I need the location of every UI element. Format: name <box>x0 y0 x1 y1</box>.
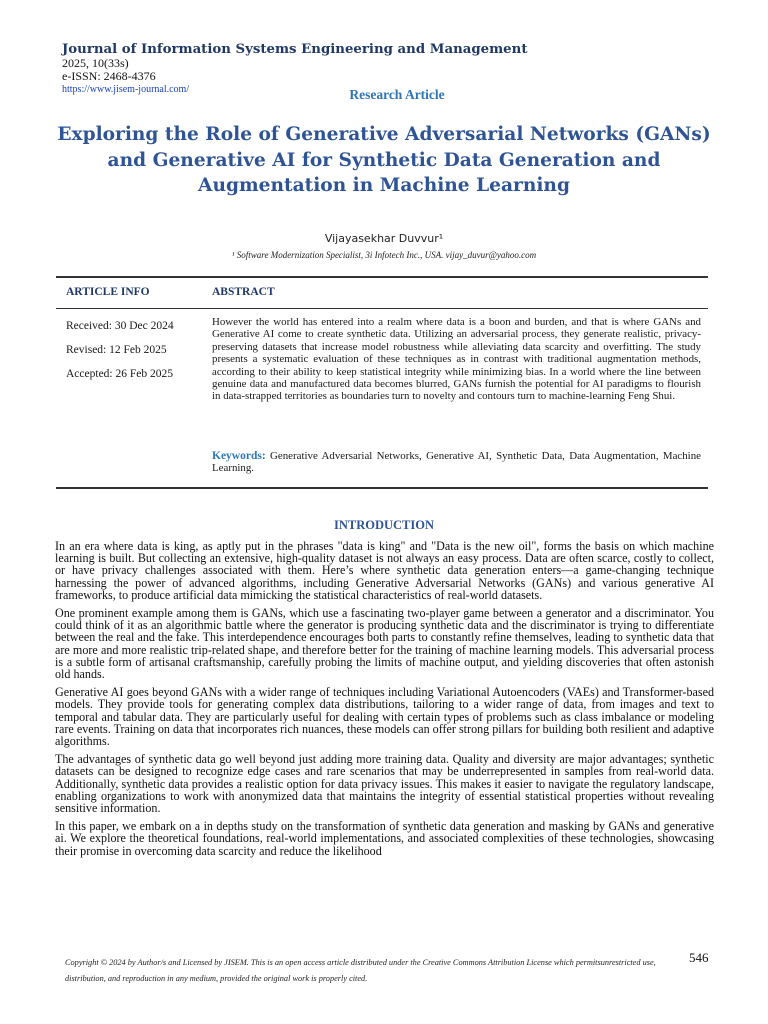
keywords-label: Keywords: <box>212 450 266 462</box>
table-top-rule <box>56 276 708 278</box>
abstract-header: ABSTRACT <box>212 286 275 298</box>
accepted-date: Accepted: 26 Feb 2025 <box>66 368 173 380</box>
paragraph: One prominent example among them is GANs, which use a fascinating two-player game between a generator and a discriminator. You could think of it as an algorithmic battle where the generator is producing synthetic data and the discriminator is trying to differentiate between the real and the fake. This interdependence encourages both parts to constantly refine themselves, leading to synthetic data that are more and more realistic trip-related shape, and therefore better for the training of machine learning models. This adversarial process is a subtle form of artisanal craftsmanship, carefully probing the limits of machine output, and yielding discoveries that often astonish old hands. <box>55 606 714 682</box>
copyright-notice: Copyright © 2024 by Author/s and Licensed by JISEM. This is an open access article distributed under the Creative Commons Attribution License which permitsunrestricted use, distribution, and reproduction in any medium, provided the original work is properly cited. <box>65 958 656 983</box>
paragraph: In an era where data is king, as aptly put in the phrases "data is king" and "Data is the new oil", forms the basis on which machine learning is built. But collecting an extensive, high-quality dataset is not always an easy process. Data are often scarce, costly to collect, or have privacy challenges associated with them. Here’s where synthetic data generation enters—a game-changing technique harnessing the power of advanced algorithms, including Generative Adversarial Networks (GANs) and various generative AI frameworks, to produce artificial data mimicking the statistical characteristics of real-world datasets. <box>55 539 714 602</box>
author-name: Vijayasekhar Duvvur¹ <box>324 232 444 245</box>
paragraph: Generative AI goes beyond GANs with a wider range of techniques including Variational Autoencoders (VAEs) and Transformer-based models. They provide tools for generating complex data distributions, tailoring to a wider range of data, from images and text to temporal and tabular data. They are particularly useful for dealing with certain types of problems such as class imbalance or modeling rare events. Training on data that incorporates rich nuances, these models can offer strong pillars for building both resilient and adaptive algorithms. <box>55 685 714 749</box>
keywords <box>212 450 701 475</box>
paper-title: Exploring the Role of Generative Adversarial Networks (GANs) and Generative AI for Synthetic Data Generation and Augmentation in Machine Learning <box>57 124 711 196</box>
journal-volume: 2025, 10(33s) <box>62 56 129 70</box>
introduction-heading: INTRODUCTION <box>333 518 434 532</box>
revised-date: Revised: 12 Feb 2025 <box>66 344 167 356</box>
paragraph: The advantages of synthetic data go well beyond just adding more training data. Quality and diversity are major advantages; synthetic datasets can be designed to recognize edge cases and rare scenarios that may be underrepresented in samples from real-world data. Additionally, synthetic data provides a realistic option for data privacy issues. This makes it easier to navigate the regulatory landscape, enabling organizations to work with anonymized data that maintains the integrity of essential statistical properties without revealing sensitive information. <box>55 752 714 816</box>
article-type: Research Article <box>349 87 445 102</box>
abstract-text: However the world has entered into a realm where data is a boon and burden, and that is where GANs and Generative AI come to create synthetic data. Utilizing an adversarial process, they generate realistic, privacy-preserving datasets that increase model robustness while alleviating data scarcity and overfitting. The study presents a systematic evaluation of these techniques as in contrast with traditional augmentation methods, according to their ability to keep statistical integrity while minimizing bias. In a world where the line between genuine data and manufactured data becomes blurred, GANs furnish the potential for AI paradigms to flourish in data-strapped territories as boundaries turn to novelty and contours turn to machine-learning Feng Shui. <box>212 316 701 403</box>
author-affiliation: ¹ Software Modernization Specialist, 3i Infotech Inc., USA. vijay_duvur@yahoo.com <box>231 250 537 260</box>
keywords-list: Generative Adversarial Networks, Generative AI, Synthetic Data, Data Augmentation, Machine Learning. <box>212 450 701 475</box>
journal-eissn: e-ISSN: 2468-4376 <box>62 69 156 83</box>
article-dates <box>66 314 174 386</box>
introduction-body <box>55 540 714 863</box>
article-info-header: ARTICLE INFO <box>66 286 150 298</box>
page-number: 546 <box>689 950 709 965</box>
journal-name: Journal of Information Systems Engineering and Management <box>62 42 528 57</box>
received-date: Received: 30 Dec 2024 <box>66 320 174 332</box>
table-bottom-rule <box>56 487 708 489</box>
table-header-rule <box>56 308 708 309</box>
paragraph: In this paper, we embark on a in depths study on the transformation of synthetic data generation and masking by GANs and generative ai. We explore the theoretical foundations, real-world implementations, and associated complexities of these technologies, showcasing their promise in overcoming data scarcity and reduce the likelihood <box>55 819 714 858</box>
journal-url-link[interactable]: https://www.jisem-journal.com/ <box>62 84 190 95</box>
